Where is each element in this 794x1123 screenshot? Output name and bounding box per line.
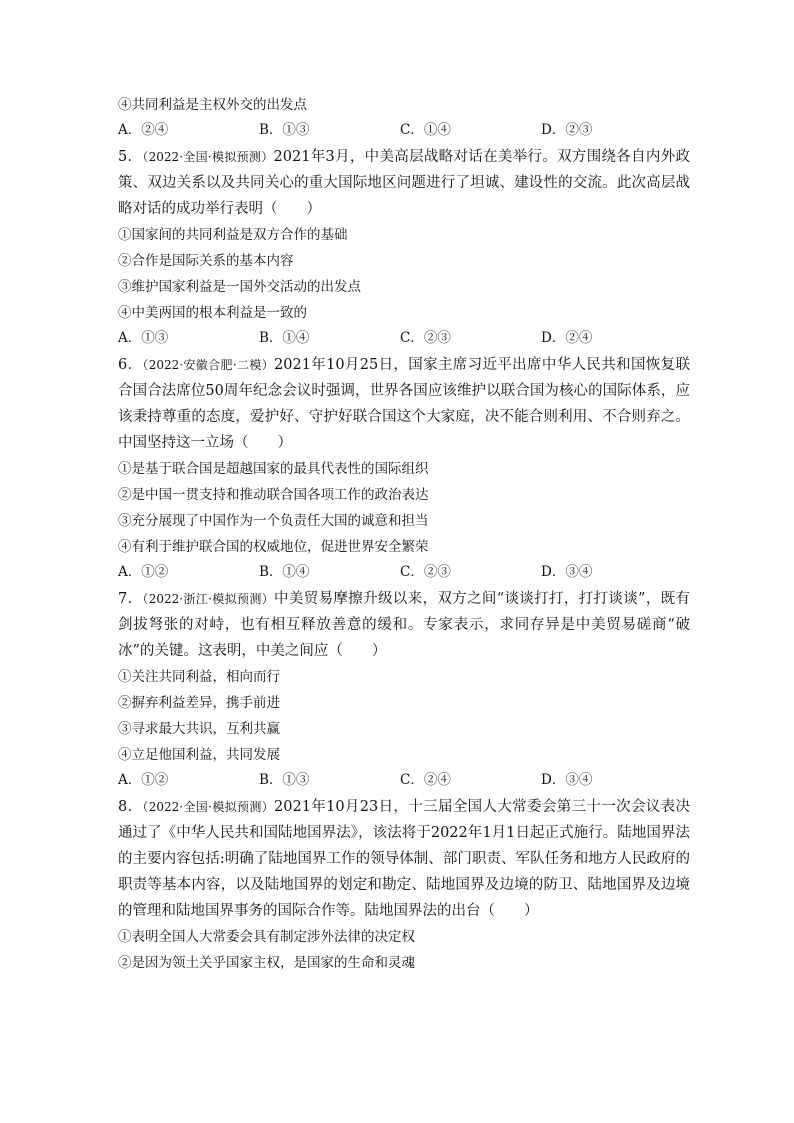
stem-line: 2021年3月，中美高层战略对话在美举行。双方围绕各自内外 [273,149,676,165]
stem-line: 有剑拔弩张的对峙，也有相互释放善意的缓和。专家表示，求同存异是中美贸易磋商“破冰” [118,591,691,659]
pre-choices [118,118,690,144]
option-2: ②是中国一贯支持和推动联合国各项工作的政治表达 [118,487,429,503]
question-8-stem [118,794,690,924]
choice-b[interactable]: B．①③ [259,772,310,788]
option-4: ④有利于维护联合国的权威地位，促进世界安全繁荣 [118,539,429,555]
stem-line: 政策、双边关系以及共同关心的重大国际地区问题进行了坦诚、建设性的交流。此次高层战 [118,149,691,191]
question-7-stem [118,586,690,664]
question-6-choices [118,560,690,586]
choice-a[interactable]: A．①② [118,564,169,580]
option-3: ③维护国家利益是一国外交活动的出发点 [118,279,361,295]
choice-b[interactable]: B．①③ [259,122,310,138]
choice-a[interactable]: A．②④ [118,122,169,138]
question-6-stem [118,352,690,456]
question-source: （2022·安徽合肥·二模） [142,358,275,372]
question-number: 7． [118,591,143,607]
option-1: ①关注共同利益，相向而行 [118,669,280,685]
choice-c[interactable]: C．①④ [400,122,451,138]
option-1: ①国家间的共同利益是双方合作的基础 [118,227,348,243]
question-content [118,92,690,976]
stem-line: 略对话的成功举行表明（ ） [118,201,321,217]
question-source: （2022·全国·模拟预测） [142,150,274,164]
choice-a[interactable]: A．①③ [118,330,169,346]
choice-d[interactable]: D．③④ [541,564,593,580]
stem-line: 联合国合法席位50周年纪念会议时强调，世界各国应该维护以联合国为核心的国际体系， [118,357,690,399]
choice-a[interactable]: A．①② [118,772,169,788]
choice-d[interactable]: D．③④ [541,772,593,788]
pre-option-4: ④共同利益是主权外交的出发点 [118,97,307,113]
option-2: ②是因为领土关乎国家主权，是国家的生命和灵魂 [118,955,415,971]
choice-c[interactable]: C．②③ [400,330,451,346]
question-5-stem [118,144,690,222]
question-source: （2022·全国·模拟预测） [142,800,275,814]
stem-line: 应该秉持尊重的态度，爱护好、守护好联合国这个大家庭，决不能合则利用、不合则弃之。 [118,383,690,425]
choice-d[interactable]: D．②④ [541,330,593,346]
stem-line: 的关键。这表明，中美之间应（ ） [139,643,387,659]
choice-b[interactable]: B．①④ [259,564,310,580]
option-1: ①是基于联合国是超越国家的最具代表性的国际组织 [118,461,429,477]
option-4: ④中美两国的根本利益是一致的 [118,305,307,321]
choice-c[interactable]: C．②③ [400,564,451,580]
question-number: 5． [118,149,143,165]
option-3: ③充分展现了中国作为一个负责任大国的诚意和担当 [118,513,429,529]
stem-line: 2021年10月23日，十三届全国人大常委会第三十一次会议表 [274,799,676,815]
option-1: ①表明全国人大常委会具有制定涉外法律的决定权 [118,929,415,945]
stem-line: 境的管理和陆地国界事务的国际合作等。陆地国界法的出台（ ） [118,877,690,919]
stem-line: 中美贸易摩擦升级以来，双方之间“谈谈打打，打打谈谈”，既 [274,591,676,607]
stem-line: 中国坚持这一立场（ ） [118,435,292,451]
stem-line: 界法的主要内容包括:明确了陆地国界工作的领导体制、部门职责、军队任务和地方人民政 [118,825,691,867]
stem-line: 府的职责等基本内容，以及陆地国界的划定和勘定、陆地国界及边境的防卫、陆地国界及边 [118,851,690,893]
option-2: ②摒弃利益差异，携手前进 [118,695,280,711]
question-5-choices [118,326,690,352]
question-source: （2022·浙江·模拟预测） [142,592,275,606]
question-number: 8． [118,799,143,815]
choice-d[interactable]: D．②③ [541,122,593,138]
option-2: ②合作是国际关系的基本内容 [118,253,294,269]
option-3: ③寻求最大共识，互利共赢 [118,721,280,737]
choice-c[interactable]: C．②④ [400,772,451,788]
question-7-choices [118,768,690,794]
stem-line: 决通过了《中华人民共和国陆地国界法》，该法将于2022年1月1日起正式施行。陆地国 [118,799,690,841]
question-number: 6． [118,357,143,373]
stem-line: 2021年10月25日，国家主席习近平出席中华人民共和国恢复 [274,357,676,373]
option-4: ④立足他国利益，共同发展 [118,747,280,763]
choice-b[interactable]: B．①④ [259,330,310,346]
